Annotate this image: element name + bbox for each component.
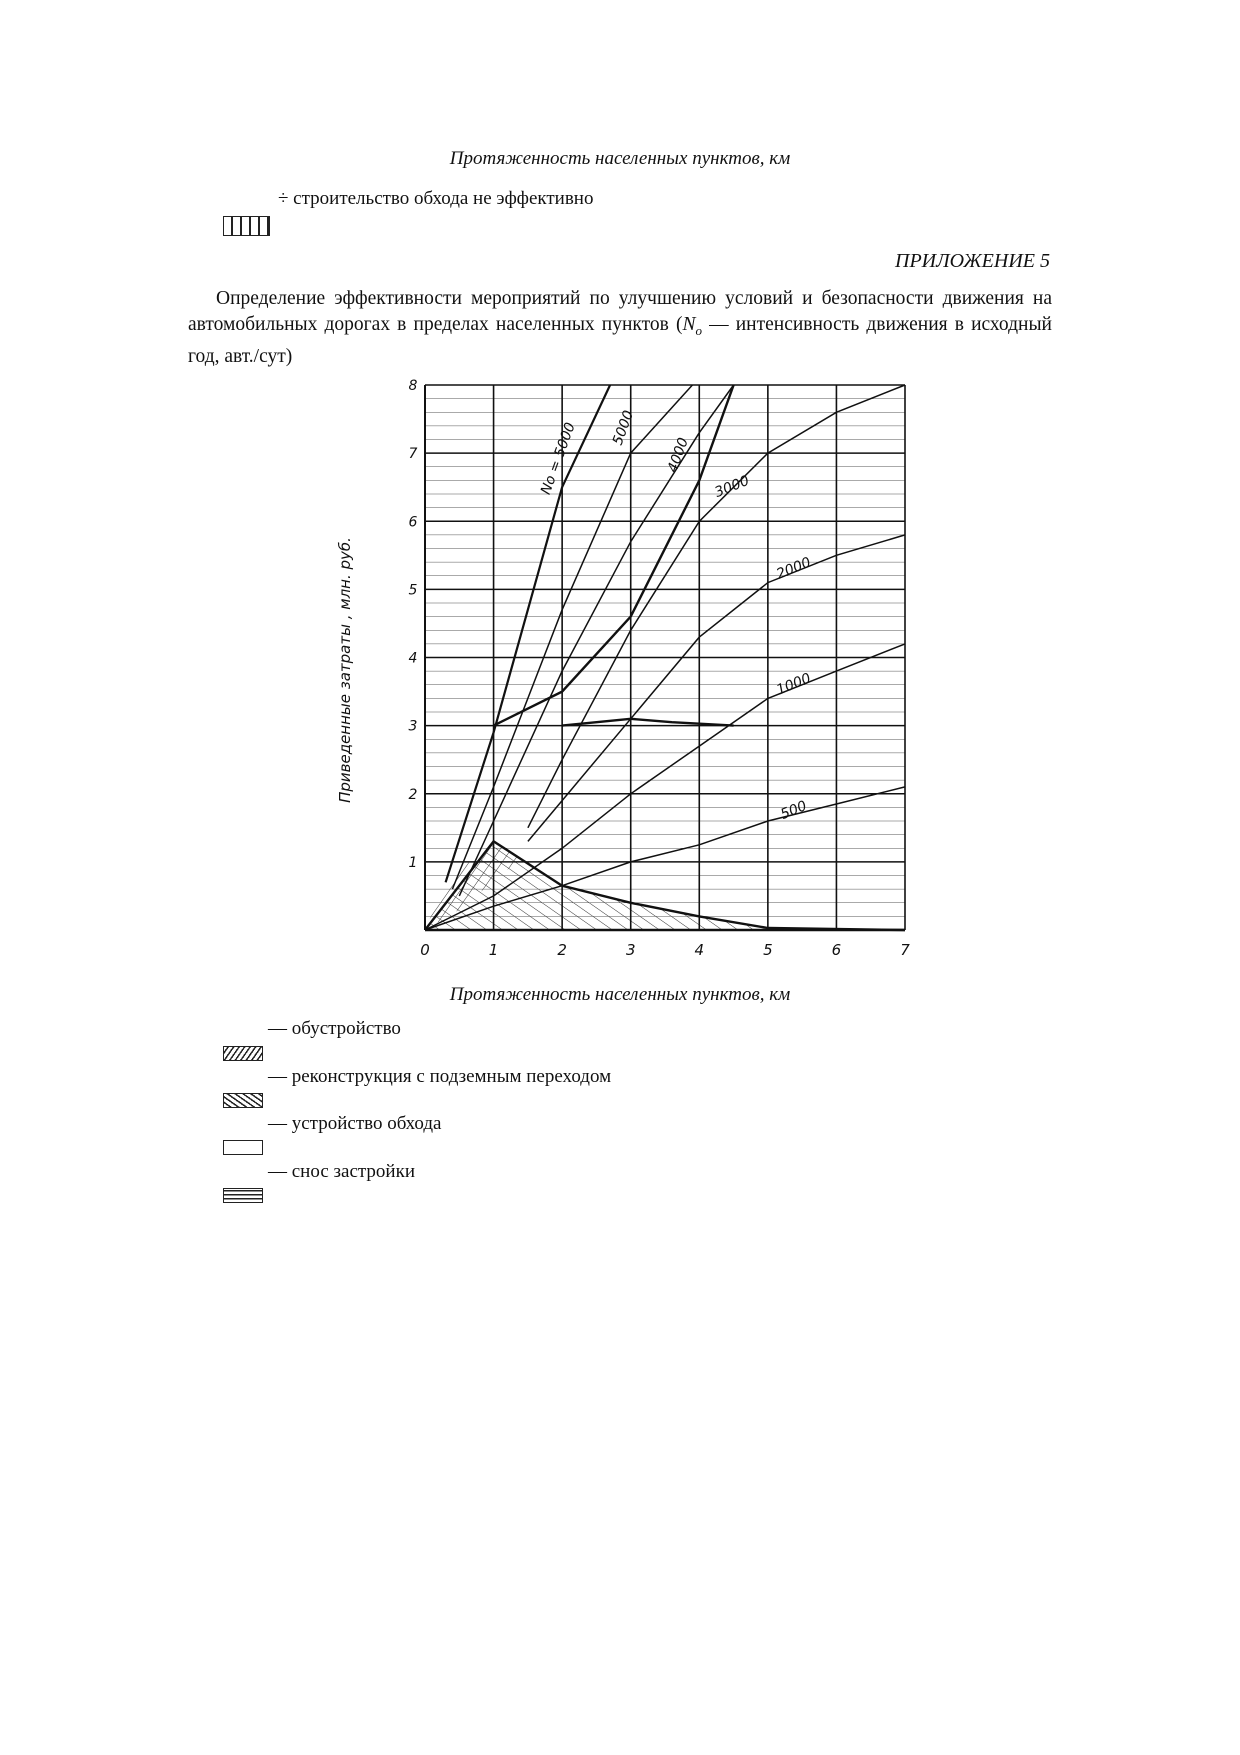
y-axis-label: Приведенные затраты , млн. руб. [336,537,354,803]
boundary-line-2 [562,719,734,726]
series-line-0 [446,385,610,882]
legend-rekonstrukciya-text: — реконструкция с подземным переходом [268,1066,612,1087]
series-label-6: 500 [778,798,810,823]
series-line-1 [452,385,692,889]
legend-swatch-snos [223,1188,263,1203]
legend-swatch-not-effective [223,216,270,236]
series-line-3 [528,385,905,828]
series-label-1: 5000 [609,408,638,448]
y-tick-label: 4 [408,650,418,667]
appendix-description [188,286,1052,370]
y-tick-label: 1 [408,854,418,871]
legend-note-text: ÷ строительство обхода не эффективно [278,188,594,209]
x-tick-label: 6 [831,941,842,959]
x-tick-label: 0 [420,941,430,959]
x-tick-label: 7 [900,941,910,959]
bottom-axis-caption: Протяженность населенных пунктов, км [449,984,791,1005]
hatched-regions [425,841,768,930]
paragraph-text-start: Определение эффективности мероприятий по улучшению условий и безопасности движения на автомобильных дорогах в пределах населенных пунктов ( [188,288,1052,335]
appendix-title: ПРИЛОЖЕНИЕ 5 [895,250,1050,272]
legend-swatch-rekonstrukciya [223,1093,263,1108]
x-tick-label: 2 [557,941,567,959]
series-label-4: 2000 [774,554,814,583]
series-label-0: No = 5000 [537,420,579,497]
paragraph-symbol-sub: o [695,322,702,338]
y-tick-label: 6 [408,514,418,531]
series-label-3: 3000 [712,472,752,501]
top-axis-caption: Протяженность населенных пунктов, км [449,148,791,169]
chart [330,370,930,970]
x-tick-label: 1 [488,941,499,959]
series-line-2 [459,385,733,896]
y-tick-label: 2 [408,786,418,803]
legend-snos-text: — снос застройки [268,1161,415,1182]
series-line-4 [528,535,905,842]
y-tick-label: 7 [408,446,418,463]
y-tick-label: 8 [408,378,418,394]
x-tick-label: 3 [625,941,636,959]
series-label-5: 1000 [774,670,814,699]
x-tick-label: 5 [763,941,773,959]
y-tick-label: 3 [408,718,418,735]
y-tick-label: 5 [408,582,418,599]
series-label-2: 4000 [664,435,692,475]
legend-obustroistvo-text: — обустройство [268,1018,401,1039]
paragraph-text-end: — интенсивность движения в исходный год, авт./сут) [188,314,1052,367]
legend-obhod-text: — устройство обхода [268,1113,442,1134]
paragraph-symbol: N [682,314,696,335]
x-tick-label: 4 [694,941,705,959]
legend-swatch-obhod [223,1140,263,1155]
legend-swatch-obustroistvo [223,1046,263,1061]
